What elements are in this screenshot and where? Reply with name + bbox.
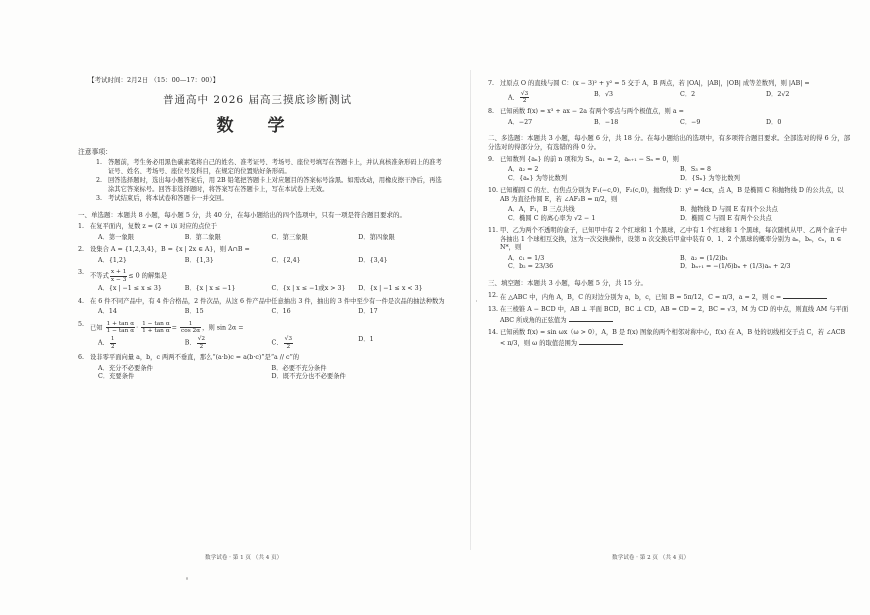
- option-a: A．第一象限: [98, 233, 135, 241]
- fraction: $\frac{x + 1}{x - 3}$: [110, 269, 127, 283]
- option-b: B．{1,3}: [184, 256, 214, 264]
- option-a: A．充分不必要条件: [98, 364, 153, 372]
- option-b: B．第二象限: [184, 233, 221, 241]
- option-c: C．椭圆 C 的离心率为 √2 − 1: [508, 214, 596, 222]
- fraction: $\frac{1}{\cos 2\alpha}$: [180, 320, 201, 334]
- page-footer-2: 数学试卷 · 第 2 页 （共 4 页）: [612, 555, 690, 561]
- option-d: D．既不充分也不必要条件: [271, 373, 346, 381]
- section-heading-fill-in: 三、填空题：本题共 3 小题，每小题 5 分，共 15 分。: [488, 278, 647, 287]
- option-d: D．bₙ₊₁ = −(1/6)bₙ + (1/3)aₙ + 2/3: [680, 263, 791, 271]
- answer-blank: [569, 315, 613, 322]
- option-d: D．椭圆 C 与圆 E 有两个公共点: [680, 214, 772, 222]
- option-b: B． $\frac{√2}{2}$: [184, 336, 206, 350]
- option-b: B．a₂ = (1/2)b₁: [680, 254, 729, 262]
- option-a: A． $\frac{1}{2}$: [98, 336, 115, 350]
- option-b: B．15: [184, 308, 204, 316]
- option-a: A．c₁ = 1/3: [508, 254, 545, 262]
- subject-title: 数 学: [216, 115, 299, 136]
- option-d: D．第四象限: [358, 233, 395, 241]
- option-a: A．a₂ = 2: [508, 166, 539, 174]
- question-4: 4. 在 6 件不同产品中，有 4 件合格品，2 件次品，从这 6 件产品中任意抽出 3 件，抽出的 3 件中至少有一件是次品的抽法种数为 A．14 B．15 C．16 D．17: [78, 297, 445, 316]
- option-c: C． $\frac{√3}{2}$: [271, 336, 293, 350]
- option-b: B．{x | x ≤ −1}: [184, 285, 236, 293]
- question-14: 14. 已知函数 f(x) = sin ωx（ω > 0），A，B 是 f(x) 图象的两个相邻对称中心，f(x) 在 A，B 处的切线相交于点 C，若 ∠ACB < π/3，则 ω 的取值范围为: [488, 329, 846, 347]
- option-d: D．{3,4}: [358, 256, 388, 264]
- question-5: 5. 已知 $\frac{\text{1 + tan α}}{\text{1 − tan α}}$ · $\frac{\text{1 − tan α}}{\text{1 + tan α}}$ = $\frac{1}{\cos 2\alpha}$ ，则 sin 2α = A． $\frac{1}{2}$ B． $\frac{√2}{2}$ C． $\frac{√3}{2}$ D．1: [78, 321, 445, 351]
- option-a: A．{1,2}: [98, 256, 127, 264]
- option-d: D．{x | −1 ≤ x < 3}: [358, 285, 423, 293]
- page-fold-divider: [470, 70, 471, 550]
- option-c: C．充要条件: [98, 373, 135, 381]
- question-11: 11. 甲、乙为两个不透明的盒子，已知甲中有 2 个红球和 1 个黑球，乙中有 1 个红球和 1 个黑球，每次随机从甲、乙两个盒子中各抽出 1 个球相互交换，这为一次交换操作，设第 n 次交换后甲盒中装有 0、1、2 个黑球的概率分别为 aₙ，bₙ，cₙ，n ∈ N*，则 A．c₁ = 1/3 B．a₂ = (1/2)b₁ C．b₂ = 23/36 D．bₙ₊₁ = −(1/6)bₙ + (1/3)aₙ + 2/3: [488, 227, 852, 272]
- fraction: $\frac{\text{1 − tan α}}{\text{1 + tan α}}$: [142, 320, 170, 334]
- option-c: C．16: [271, 308, 291, 316]
- option-c: C．−9: [680, 118, 701, 126]
- scan-speck: [476, 300, 477, 302]
- option-c: C．2: [680, 90, 696, 98]
- notes-heading: 注意事项：: [78, 147, 112, 156]
- option-d: D．0: [766, 118, 782, 126]
- exam-title: 普通高中 2026 届高三摸底诊断测试: [163, 93, 352, 106]
- option-d: D．2√2: [766, 90, 790, 98]
- question-6: 6. 设非零平面向量 a，b，c 两两不垂直，那么“(a·b)c = a(b·c)”是“a // c”的 A．充分不必要条件 B．必要不充分条件 C．充要条件 D．既不充分也不必要条件: [78, 354, 445, 382]
- option-b: B．必要不充分条件: [271, 364, 327, 372]
- option-c: C．第三象限: [271, 233, 308, 241]
- option-d: D．17: [358, 308, 378, 316]
- option-a: A．14: [98, 308, 117, 316]
- question-12: 12. 在 △ABC 中，内角 A，B，C 的对边分别为 a，b，c，已知 B = 5π/12，C = π/3，a = 2，则 c =: [488, 292, 852, 303]
- question-3: 3. 不等式 $\frac{x + 1}{x - 3}$ ≤ 0 的解集是 A．{x | −1 ≤ x ≤ 3} B．{x | x ≤ −1} C．{x | x ≤ −1或x > 3} D．{x | −1 ≤ x < 3}: [78, 269, 445, 293]
- question-10: 10. 已知椭圆 C 的左、右焦点分别为 F₁(−c,0)，F₂(c,0)，抛物线 D：y² = 4cx，点 A，B 是椭圆 C 和抛物线 D 的公共点，以 AB 为直径作圆 E，若 ∠AF₂B = π/2，则 A．A，F₁，B 三点共线 B．抛物线 D 与圆 E 有四个公共点 C．椭圆 C 的离心率为 √2 − 1 D．椭圆 C 与圆 E 有两个公共点: [488, 187, 852, 223]
- note-item: 3. 考试结束后，将本试卷和答题卡一并交回。: [96, 195, 228, 203]
- option-d: D．1: [358, 336, 374, 344]
- question-9: 9. 已知数列 {aₙ} 的前 n 项和为 Sₙ，a₁ = 2，aₙ₊₁ − Sₙ = 0，则 A．a₂ = 2 B．S₃ = 8 C．{aₙ} 为等比数列 D．{Sₙ} 为等比数列: [488, 156, 852, 184]
- option-d: D．{Sₙ} 为等比数列: [680, 174, 740, 182]
- question-8: 8. 已知函数 f(x) = x³ + ax − 2a 有两个零点与两个极值点，则 a = A．−27 B．−18 C．−9 D．0: [488, 108, 852, 127]
- exam-page-2: [480, 76, 852, 348]
- option-a: A．−27: [508, 118, 533, 126]
- exam-time: 【考试时间：2月2日 （15：00—17：00）】: [88, 76, 220, 84]
- question-13: 13. 在三棱锥 A − BCD 中，AB ⊥ 平面 BCD，BC ⊥ CD，AB = CD = 2，BC = √3，M 为 CD 的中点，则直线 AM 与平面 ABC 所成角的正弦值为: [488, 306, 849, 324]
- option-c: C．b₂ = 23/36: [508, 263, 554, 271]
- note-item: 2. 回答选择题时，选出每小题答案后，用 2B 铅笔把答题卡上对应题目的答案标号涂黑。如需改动，用橡皮擦干净后，再选涂其它答案标号。回答非选择题时，将答案写在答题卡上，写在本试卷上无效。: [96, 177, 442, 193]
- note-item: 1. 答题前，考生务必用黑色碳素笔将自己的姓名、准考证号、考场号、座位号填写在答题卡上，并认真核准条形码上的准考证号、姓名、考场号、座位号及科目，在规定的位置贴好条形码。: [96, 159, 442, 175]
- option-b: B．−18: [594, 118, 619, 126]
- fraction: $\frac{\text{1 + tan α}}{\text{1 − tan α}}$: [106, 320, 135, 334]
- option-c: C．{aₙ} 为等比数列: [508, 174, 568, 182]
- option-b: B．S₃ = 8: [680, 166, 712, 174]
- option-c: C．{2,4}: [271, 256, 301, 264]
- section-heading-single-choice: 一、单选题：本题共 8 小题，每小题 5 分，共 40 分，在每小题给出的四个选项中，只有一项是符合题目要求的。: [78, 210, 406, 219]
- option-a: A． $\frac{√3}{2}$: [508, 90, 529, 104]
- option-b: B．抛物线 D 与圆 E 有四个公共点: [680, 206, 778, 214]
- answer-blank: [579, 338, 623, 345]
- option-a: A．{x | −1 ≤ x ≤ 3}: [98, 285, 162, 293]
- exam-page-1: [70, 76, 445, 382]
- section-heading-multiple-choice: 二、多选题：本题共 3 小题，每小题 6 分，共 18 分。在每小题给出的选项中，有多项符合题目要求。全部选对的得 6 分，部分选对的得部分分，有选错的得 0 分。: [488, 134, 851, 152]
- question-7: 7. 过原点 O 的直线与圆 C：(x − 3)² + y² = 5 交于 A，B 两点，若 |OA|，|AB|，|OB| 成等差数列，则 |AB| = A． $\frac{√3}{2}$ B．√3 C．2 D．2√2: [488, 80, 852, 104]
- scan-speck: [186, 577, 188, 580]
- option-b: B．√3: [594, 90, 613, 98]
- option-c: C．{x | x ≤ −1或x > 3}: [271, 285, 346, 293]
- question-2: 2. 设集合 A = {1,2,3,4}，B = {x | 2x ∈ A}，则 A∩B = A．{1,2} B．{1,3} C．{2,4} D．{3,4}: [78, 246, 445, 265]
- answer-blank: [783, 292, 827, 299]
- page-footer-1: 数学试卷 · 第 1 页 （共 4 页）: [205, 555, 283, 561]
- question-1: 1. 在复平面内，复数 z = (2 + i)i 对应的点位于 A．第一象限 B．第二象限 C．第三象限 D．第四象限: [78, 223, 445, 242]
- option-a: A．A，F₁，B 三点共线: [508, 206, 575, 214]
